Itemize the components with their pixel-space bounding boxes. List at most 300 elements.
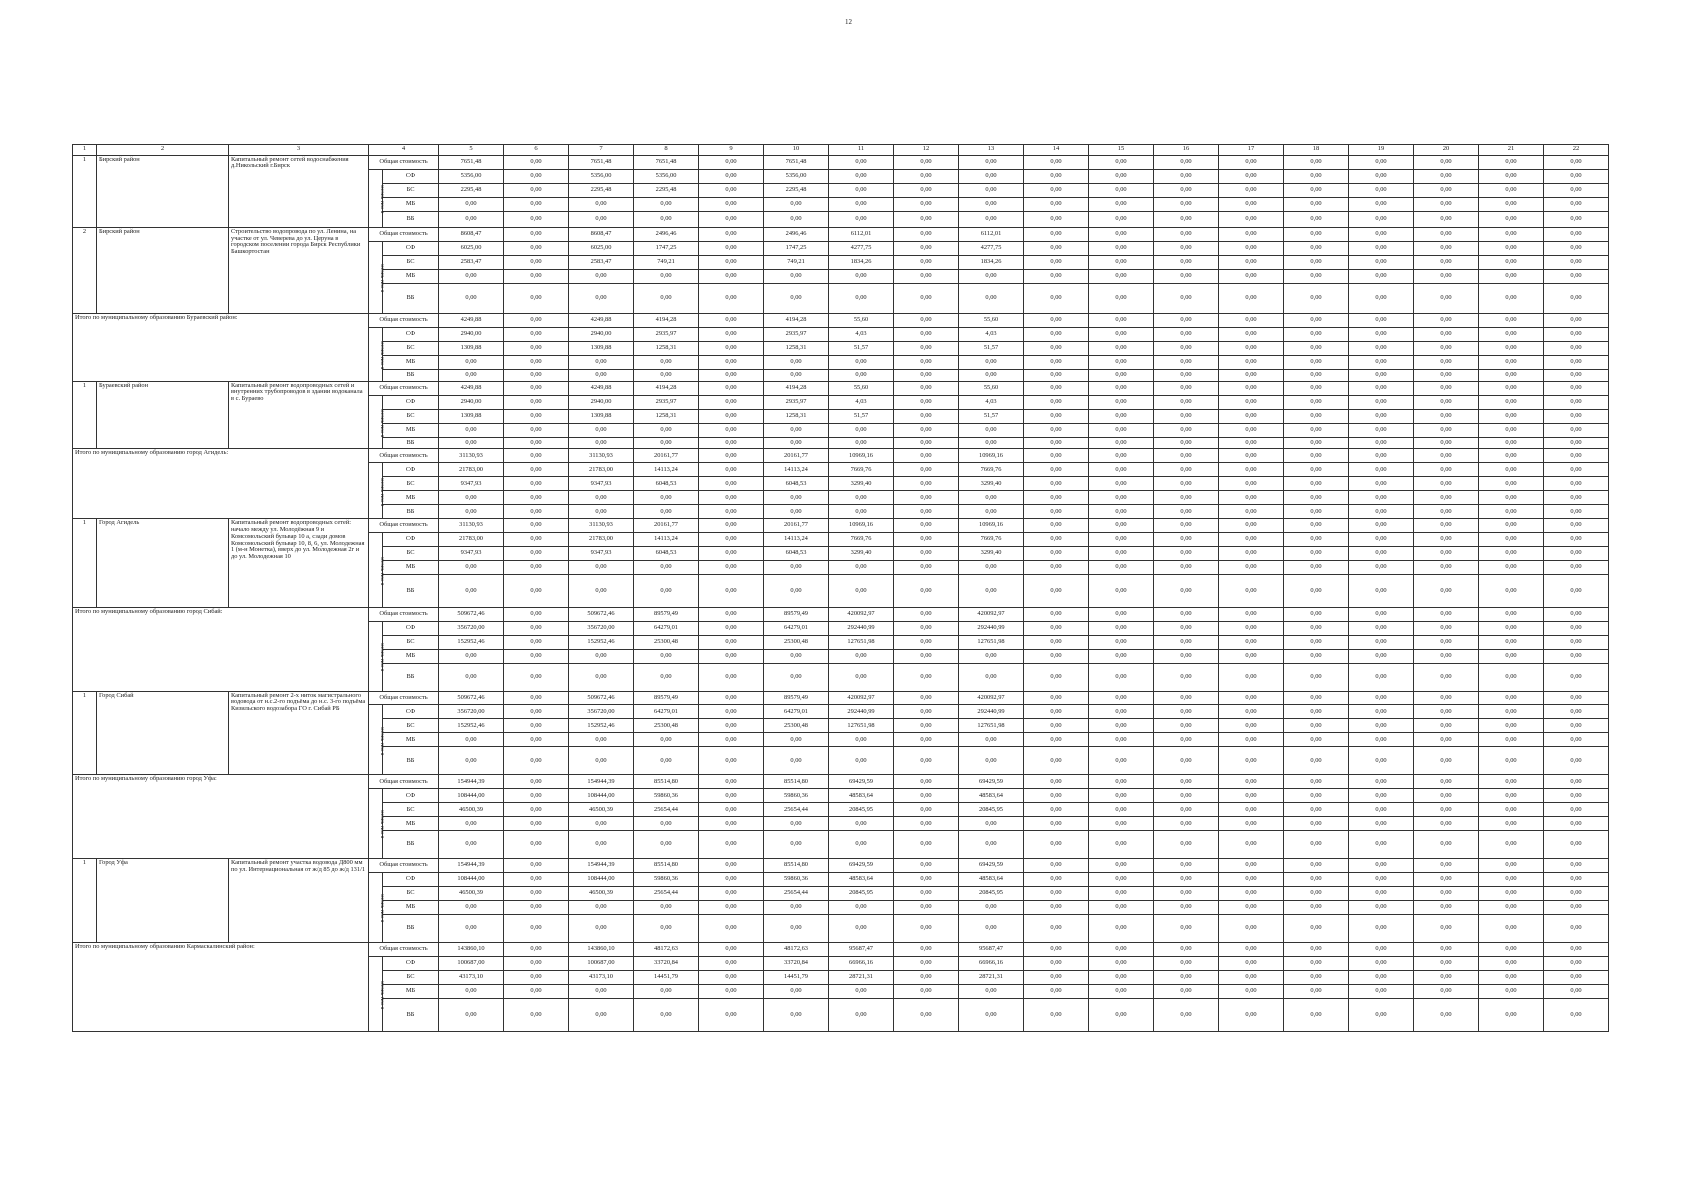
value-cell: 143860,10 (439, 943, 504, 957)
value-cell: 0,00 (1219, 269, 1284, 283)
value-cell: 0,00 (1024, 395, 1089, 409)
value-cell: 0,00 (1089, 381, 1154, 395)
value-cell: 0,00 (1219, 395, 1284, 409)
value-cell: 0,00 (1284, 859, 1349, 873)
value-cell: 0,00 (504, 227, 569, 241)
value-cell: 0,00 (1544, 943, 1609, 957)
value-cell: 0,00 (1154, 409, 1219, 423)
row-label: ВБ (383, 747, 439, 775)
value-cell: 0,00 (699, 313, 764, 327)
value-cell: 0,00 (1284, 663, 1349, 691)
value-cell: 0,00 (504, 719, 569, 733)
value-cell: 0,00 (1219, 733, 1284, 747)
value-cell: 0,00 (894, 575, 959, 607)
value-cell: 0,00 (1154, 183, 1219, 197)
value-cell: 64279,01 (634, 705, 699, 719)
value-cell: 0,00 (439, 915, 504, 943)
value-cell: 0,00 (829, 831, 894, 859)
value-cell: 0,00 (1544, 395, 1609, 409)
value-cell: 0,00 (504, 575, 569, 607)
value-cell: 0,00 (569, 747, 634, 775)
project-description: Капитальный ремонт сетей водоснабжения д.Никольский г.Бирск (229, 155, 369, 227)
value-cell: 0,00 (1544, 607, 1609, 621)
value-cell: 6112,01 (829, 227, 894, 241)
value-cell: 2295,48 (634, 183, 699, 197)
row-label: СФ (383, 957, 439, 971)
value-cell: 0,00 (634, 831, 699, 859)
value-cell: 0,00 (1414, 169, 1479, 183)
value-cell: 0,00 (1219, 155, 1284, 169)
value-cell: 0,00 (1349, 269, 1414, 283)
value-cell: 0,00 (1349, 957, 1414, 971)
value-cell: 0,00 (829, 369, 894, 381)
value-cell: 1309,88 (439, 409, 504, 423)
value-cell: 0,00 (1284, 943, 1349, 957)
value-cell: 0,00 (1154, 607, 1219, 621)
table-row (73, 519, 1609, 533)
value-cell: 0,00 (1544, 635, 1609, 649)
value-cell: 1258,31 (764, 409, 829, 423)
value-cell: 69429,59 (959, 859, 1024, 873)
value-cell: 0,00 (634, 369, 699, 381)
value-cell: 0,00 (894, 327, 959, 341)
value-cell: 10969,16 (959, 519, 1024, 533)
group-label (369, 327, 386, 381)
value-cell: 0,00 (504, 859, 569, 873)
value-cell: 0,00 (699, 607, 764, 621)
value-cell: 292440,99 (959, 705, 1024, 719)
value-cell: 0,00 (959, 355, 1024, 369)
value-cell: 0,00 (894, 449, 959, 463)
value-cell: 1747,25 (764, 241, 829, 255)
value-cell: 0,00 (1154, 211, 1219, 227)
value-cell: 0,00 (1154, 437, 1219, 449)
value-cell: 0,00 (1349, 719, 1414, 733)
value-cell: 0,00 (1349, 775, 1414, 789)
value-cell: 0,00 (699, 873, 764, 887)
value-cell: 4194,28 (764, 313, 829, 327)
value-cell: 0,00 (569, 915, 634, 943)
value-cell: 0,00 (1154, 691, 1219, 705)
value-cell: 0,00 (699, 943, 764, 957)
value-cell: 0,00 (569, 999, 634, 1032)
value-cell: 46500,39 (569, 887, 634, 901)
value-cell: 85514,80 (764, 775, 829, 789)
value-cell: 0,00 (1024, 901, 1089, 915)
value-cell: 0,00 (1349, 999, 1414, 1032)
value-cell: 0,00 (699, 803, 764, 817)
value-cell: 0,00 (894, 887, 959, 901)
value-cell: 127651,98 (829, 719, 894, 733)
value-cell: 0,00 (699, 183, 764, 197)
value-cell: 0,00 (1154, 169, 1219, 183)
value-cell: 0,00 (1349, 691, 1414, 705)
value-cell: 0,00 (1154, 621, 1219, 635)
value-cell: 0,00 (439, 831, 504, 859)
value-cell: 0,00 (504, 355, 569, 369)
value-cell: 0,00 (504, 747, 569, 775)
value-cell: 0,00 (504, 505, 569, 519)
value-cell: 4,03 (829, 395, 894, 409)
value-cell: 0,00 (1219, 211, 1284, 227)
value-cell: 0,00 (1414, 803, 1479, 817)
value-cell: 0,00 (959, 369, 1024, 381)
value-cell: 0,00 (1479, 477, 1544, 491)
value-cell: 0,00 (1349, 255, 1414, 269)
value-cell: 0,00 (829, 575, 894, 607)
value-cell: 46500,39 (569, 803, 634, 817)
value-cell: 0,00 (1089, 649, 1154, 663)
value-cell: 0,00 (1414, 901, 1479, 915)
value-cell: 0,00 (634, 355, 699, 369)
value-cell: 0,00 (1089, 313, 1154, 327)
row-label: БС (383, 971, 439, 985)
group-label (369, 873, 386, 943)
value-cell: 4249,88 (439, 381, 504, 395)
value-cell: 0,00 (959, 197, 1024, 211)
value-cell: 0,00 (1479, 437, 1544, 449)
value-cell: 0,00 (1089, 355, 1154, 369)
value-cell: 0,00 (1414, 463, 1479, 477)
value-cell: 0,00 (1154, 943, 1219, 957)
value-cell: 0,00 (894, 999, 959, 1032)
group-label (369, 621, 386, 691)
value-cell: 21783,00 (569, 533, 634, 547)
value-cell: 4,03 (959, 395, 1024, 409)
table-row (73, 943, 1609, 957)
value-cell: 0,00 (1024, 327, 1089, 341)
value-cell: 1309,88 (569, 409, 634, 423)
value-cell: 0,00 (1089, 327, 1154, 341)
value-cell: 0,00 (699, 211, 764, 227)
value-cell: 0,00 (1089, 241, 1154, 255)
value-cell: 0,00 (1024, 859, 1089, 873)
value-cell: 2935,97 (764, 327, 829, 341)
value-cell: 509672,46 (569, 607, 634, 621)
value-cell: 0,00 (699, 283, 764, 313)
value-cell: 0,00 (894, 663, 959, 691)
value-cell: 0,00 (894, 283, 959, 313)
value-cell: 0,00 (1284, 719, 1349, 733)
value-cell: 0,00 (1024, 817, 1089, 831)
value-cell: 0,00 (1089, 999, 1154, 1032)
value-cell: 25654,44 (764, 803, 829, 817)
value-cell: 0,00 (1544, 381, 1609, 395)
value-cell: 0,00 (1479, 155, 1544, 169)
value-cell: 14113,24 (634, 463, 699, 477)
value-cell: 0,00 (1219, 341, 1284, 355)
value-cell: 0,00 (1414, 789, 1479, 803)
value-cell: 1309,88 (569, 341, 634, 355)
value-cell: 0,00 (1544, 999, 1609, 1032)
value-cell: 0,00 (894, 607, 959, 621)
value-cell: 0,00 (1414, 313, 1479, 327)
row-label: МБ (383, 649, 439, 663)
value-cell: 100687,00 (439, 957, 504, 971)
value-cell: 0,00 (1479, 533, 1544, 547)
value-cell: 0,00 (1414, 505, 1479, 519)
value-cell: 0,00 (764, 915, 829, 943)
value-cell: 0,00 (1219, 547, 1284, 561)
value-cell: 0,00 (504, 533, 569, 547)
value-cell: 0,00 (699, 663, 764, 691)
value-cell: 9347,93 (569, 547, 634, 561)
value-cell: 0,00 (829, 183, 894, 197)
value-cell: 0,00 (1154, 901, 1219, 915)
value-cell: 0,00 (1414, 999, 1479, 1032)
value-cell: 0,00 (1219, 381, 1284, 395)
value-cell: 0,00 (1479, 915, 1544, 943)
value-cell: 20161,77 (634, 519, 699, 533)
value-cell: 0,00 (1219, 943, 1284, 957)
value-cell: 0,00 (1024, 241, 1089, 255)
row-label: Общая стоимость (369, 519, 439, 533)
value-cell: 0,00 (894, 477, 959, 491)
value-cell: 51,57 (959, 341, 1024, 355)
value-cell: 0,00 (1284, 463, 1349, 477)
value-cell: 0,00 (959, 901, 1024, 915)
value-cell: 0,00 (1414, 817, 1479, 831)
value-cell: 356720,00 (439, 621, 504, 635)
value-cell: 0,00 (1284, 635, 1349, 649)
value-cell: 20845,95 (829, 887, 894, 901)
value-cell: 3299,40 (829, 477, 894, 491)
value-cell: 108444,00 (569, 873, 634, 887)
value-cell: 0,00 (699, 985, 764, 999)
table-row (73, 313, 1609, 327)
value-cell: 0,00 (1544, 775, 1609, 789)
value-cell: 0,00 (1349, 561, 1414, 575)
value-cell: 0,00 (764, 423, 829, 437)
value-cell: 0,00 (569, 369, 634, 381)
value-cell: 0,00 (1284, 449, 1349, 463)
value-cell: 0,00 (1349, 547, 1414, 561)
value-cell: 0,00 (1219, 355, 1284, 369)
value-cell: 0,00 (699, 409, 764, 423)
value-cell: 2295,48 (569, 183, 634, 197)
value-cell: 0,00 (1219, 437, 1284, 449)
value-cell: 0,00 (1349, 635, 1414, 649)
row-number: 1 (73, 859, 97, 943)
row-label: Общая стоимость (369, 943, 439, 957)
value-cell: 0,00 (439, 747, 504, 775)
value-cell: 0,00 (504, 327, 569, 341)
value-cell: 0,00 (1544, 369, 1609, 381)
value-cell: 0,00 (1414, 227, 1479, 241)
value-cell: 0,00 (959, 831, 1024, 859)
value-cell: 0,00 (1349, 211, 1414, 227)
row-label: ВБ (383, 437, 439, 449)
value-cell: 0,00 (1024, 887, 1089, 901)
value-cell: 0,00 (699, 519, 764, 533)
value-cell: 0,00 (1089, 831, 1154, 859)
table-row (73, 155, 1609, 169)
header-col: 2 (97, 145, 229, 156)
value-cell: 0,00 (1024, 313, 1089, 327)
value-cell: 0,00 (1024, 747, 1089, 775)
value-cell: 0,00 (1349, 395, 1414, 409)
value-cell: 0,00 (1024, 341, 1089, 355)
value-cell: 0,00 (1284, 505, 1349, 519)
value-cell: 25654,44 (634, 887, 699, 901)
value-cell: 89579,49 (764, 607, 829, 621)
value-cell: 69429,59 (959, 775, 1024, 789)
value-cell: 0,00 (504, 423, 569, 437)
value-cell: 0,00 (1479, 449, 1544, 463)
value-cell: 0,00 (439, 283, 504, 313)
value-cell: 0,00 (504, 817, 569, 831)
value-cell: 0,00 (764, 733, 829, 747)
value-cell: 0,00 (1219, 197, 1284, 211)
row-label: БС (383, 547, 439, 561)
value-cell: 0,00 (829, 169, 894, 183)
value-cell: 0,00 (1024, 607, 1089, 621)
value-cell: 0,00 (569, 211, 634, 227)
value-cell: 0,00 (1154, 747, 1219, 775)
value-cell: 0,00 (959, 437, 1024, 449)
row-label: МБ (383, 491, 439, 505)
value-cell: 0,00 (1479, 775, 1544, 789)
page-number: 12 (845, 18, 852, 26)
value-cell: 0,00 (764, 747, 829, 775)
value-cell: 0,00 (1349, 817, 1414, 831)
value-cell: 0,00 (1479, 547, 1544, 561)
value-cell: 0,00 (1219, 505, 1284, 519)
value-cell: 0,00 (439, 561, 504, 575)
value-cell: 0,00 (569, 575, 634, 607)
value-cell: 0,00 (1544, 491, 1609, 505)
group-label (369, 957, 386, 1032)
value-cell: 64279,01 (764, 705, 829, 719)
value-cell: 3299,40 (959, 547, 1024, 561)
value-cell: 0,00 (1349, 341, 1414, 355)
value-cell: 0,00 (1414, 197, 1479, 211)
value-cell: 0,00 (699, 491, 764, 505)
header-col: 22 (1544, 145, 1609, 156)
value-cell: 0,00 (1284, 621, 1349, 635)
value-cell: 0,00 (1544, 691, 1609, 705)
value-cell: 0,00 (1349, 227, 1414, 241)
row-label: МБ (383, 733, 439, 747)
value-cell: 85514,80 (634, 775, 699, 789)
value-cell: 0,00 (1544, 985, 1609, 999)
row-label: СФ (383, 621, 439, 635)
value-cell: 0,00 (1219, 183, 1284, 197)
table-row (73, 859, 1609, 873)
value-cell: 0,00 (894, 985, 959, 999)
value-cell: 0,00 (504, 831, 569, 859)
value-cell: 0,00 (1284, 733, 1349, 747)
value-cell: 0,00 (504, 381, 569, 395)
value-cell: 0,00 (504, 873, 569, 887)
value-cell: 0,00 (504, 705, 569, 719)
header-col: 10 (764, 145, 829, 156)
value-cell: 0,00 (1089, 255, 1154, 269)
value-cell: 0,00 (1479, 575, 1544, 607)
value-cell: 2935,97 (634, 395, 699, 409)
value-cell: 0,00 (1544, 327, 1609, 341)
value-cell: 0,00 (1284, 437, 1349, 449)
value-cell: 33720,84 (634, 957, 699, 971)
header-col: 11 (829, 145, 894, 156)
value-cell: 0,00 (1479, 491, 1544, 505)
value-cell: 0,00 (1219, 831, 1284, 859)
value-cell: 0,00 (439, 649, 504, 663)
value-cell: 0,00 (1219, 985, 1284, 999)
value-cell: 0,00 (829, 999, 894, 1032)
value-cell: 0,00 (634, 663, 699, 691)
row-label: Общая стоимость (369, 227, 439, 241)
value-cell: 0,00 (1544, 915, 1609, 943)
value-cell: 0,00 (1024, 381, 1089, 395)
value-cell: 0,00 (1544, 859, 1609, 873)
value-cell: 0,00 (1089, 663, 1154, 691)
value-cell: 0,00 (1414, 155, 1479, 169)
value-cell: 0,00 (1089, 621, 1154, 635)
value-cell: 0,00 (439, 505, 504, 519)
value-cell: 0,00 (829, 437, 894, 449)
value-cell: 0,00 (1414, 915, 1479, 943)
value-cell: 0,00 (1154, 449, 1219, 463)
value-cell: 46500,39 (439, 803, 504, 817)
value-cell: 0,00 (1219, 519, 1284, 533)
value-cell: 0,00 (959, 183, 1024, 197)
value-cell: 0,00 (634, 211, 699, 227)
value-cell: 420092,97 (829, 691, 894, 705)
value-cell: 0,00 (1284, 197, 1349, 211)
value-cell: 2940,00 (439, 327, 504, 341)
value-cell: 0,00 (1024, 719, 1089, 733)
value-cell: 48172,63 (634, 943, 699, 957)
value-cell: 69429,59 (829, 859, 894, 873)
value-cell: 0,00 (1024, 943, 1089, 957)
value-cell: 0,00 (829, 197, 894, 211)
value-cell: 0,00 (894, 803, 959, 817)
value-cell: 3299,40 (829, 547, 894, 561)
value-cell: 0,00 (1089, 747, 1154, 775)
value-cell: 0,00 (1089, 901, 1154, 915)
value-cell: 2496,46 (764, 227, 829, 241)
value-cell: 0,00 (1089, 437, 1154, 449)
value-cell: 0,00 (894, 395, 959, 409)
value-cell: 5356,00 (439, 169, 504, 183)
value-cell: 0,00 (1414, 395, 1479, 409)
value-cell: 0,00 (1219, 561, 1284, 575)
value-cell: 0,00 (1219, 575, 1284, 607)
value-cell: 66966,16 (959, 957, 1024, 971)
value-cell: 0,00 (439, 491, 504, 505)
value-cell: 0,00 (1479, 561, 1544, 575)
value-cell: 2295,48 (764, 183, 829, 197)
value-cell: 1258,31 (634, 341, 699, 355)
group-label-text: в том числе: (379, 980, 386, 1009)
value-cell: 0,00 (699, 395, 764, 409)
value-cell: 0,00 (1154, 255, 1219, 269)
value-cell: 0,00 (1544, 255, 1609, 269)
value-cell: 0,00 (1154, 423, 1219, 437)
value-cell: 0,00 (1284, 423, 1349, 437)
value-cell: 0,00 (504, 957, 569, 971)
value-cell: 0,00 (894, 561, 959, 575)
value-cell: 0,00 (1219, 803, 1284, 817)
value-cell: 0,00 (1479, 505, 1544, 519)
header-col: 15 (1089, 145, 1154, 156)
value-cell: 55,60 (959, 313, 1024, 327)
value-cell: 0,00 (1544, 649, 1609, 663)
value-cell: 0,00 (439, 355, 504, 369)
value-cell: 0,00 (504, 887, 569, 901)
value-cell: 0,00 (504, 155, 569, 169)
